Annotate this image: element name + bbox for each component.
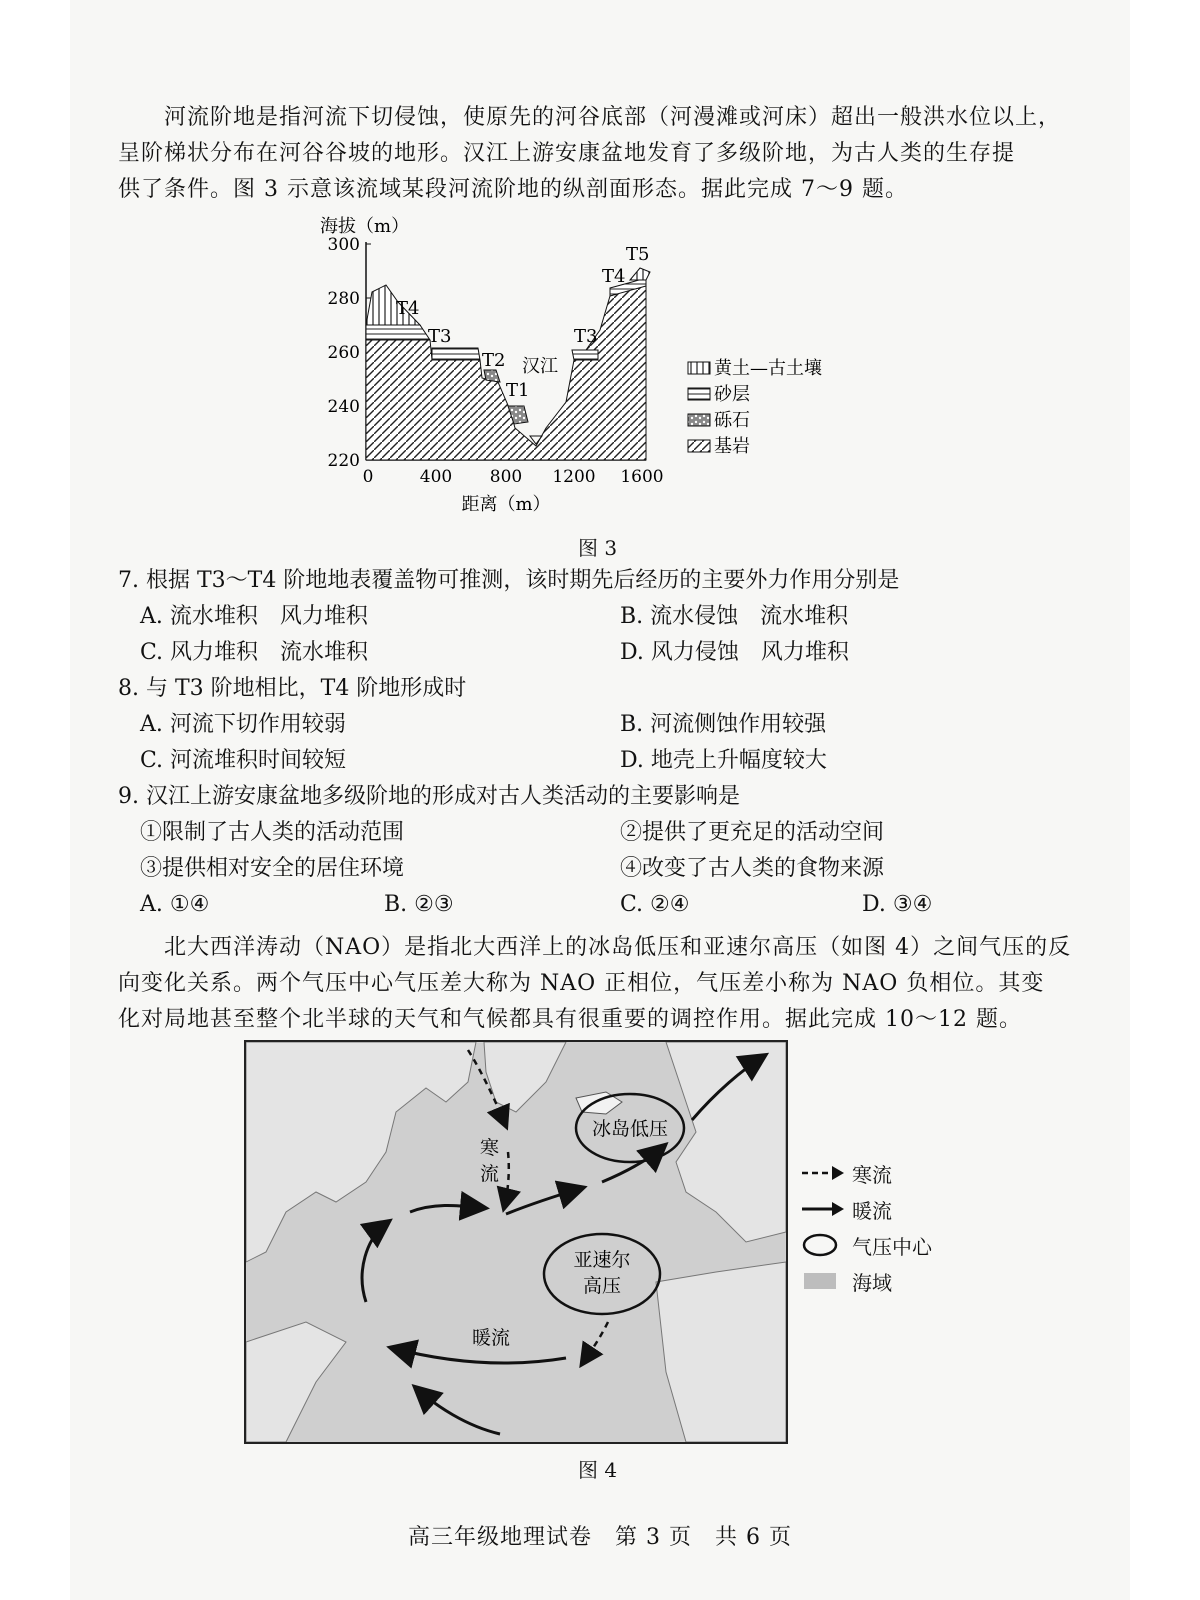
question-9-statement-4: ④改变了古人类的食物来源 bbox=[620, 856, 885, 881]
north-atlantic-map bbox=[244, 1040, 788, 1444]
legend-label: 气压中心 bbox=[852, 1234, 932, 1259]
x-tick: 0 bbox=[362, 467, 374, 487]
x-tick: 1600 bbox=[620, 467, 664, 487]
question-9-option-c[interactable]: C. ②④ bbox=[620, 892, 690, 917]
y-tick: 280 bbox=[327, 289, 360, 309]
legend-label: 砾石 bbox=[714, 410, 750, 431]
legend-label: 暖流 bbox=[852, 1198, 892, 1223]
page-footer: 高三年级地理试卷 第 3 页 共 6 页 bbox=[408, 1525, 792, 1550]
legend-row bbox=[800, 1227, 980, 1263]
intro-paragraph-2 bbox=[118, 930, 1078, 1038]
x-tick: 800 bbox=[489, 467, 523, 487]
warm-current-label: 暖流 bbox=[472, 1327, 511, 1349]
azores-high-label-line1: 亚速尔 bbox=[573, 1249, 631, 1271]
river-label: 汉江 bbox=[522, 356, 558, 377]
x-tick: 400 bbox=[419, 467, 453, 487]
legend-row bbox=[800, 1155, 980, 1191]
question-8-stem: 8. 与 T3 阶地相比，T4 阶地形成时 bbox=[118, 676, 467, 701]
legend-row bbox=[800, 1263, 980, 1299]
terrace-profile-figure bbox=[310, 210, 870, 530]
cold-current-label: 寒 bbox=[480, 1137, 500, 1159]
x-axis-label: 距离（m） bbox=[461, 494, 551, 515]
warm-current-arrow bbox=[602, 1146, 664, 1182]
azores-high-label-line2: 高压 bbox=[582, 1275, 622, 1297]
question-9-statement-3: ③提供相对安全的居住环境 bbox=[140, 856, 405, 881]
intro-line: 河流阶地是指河流下切侵蚀，使原先的河谷底部（河漫滩或河床）超出一般洪水位以上， bbox=[164, 105, 1062, 130]
pressure-center-symbol bbox=[800, 1233, 846, 1257]
y-tick: 300 bbox=[327, 235, 360, 255]
question-9-option-a[interactable]: A. ①④ bbox=[140, 892, 210, 917]
terrace-label: T1 bbox=[506, 380, 530, 401]
gravel-layer bbox=[484, 370, 500, 382]
sand-layer bbox=[432, 348, 480, 360]
terrace-label: T3 bbox=[574, 326, 598, 347]
intro-line: 向变化关系。两个气压中心气压差大称为 NAO 正相位，气压差小称为 NAO 负相位。其变 bbox=[118, 971, 1045, 996]
legend-label: 海域 bbox=[852, 1270, 892, 1295]
cold-current-arrow bbox=[504, 1152, 509, 1208]
x-ticks bbox=[363, 467, 664, 487]
figure4-legend bbox=[800, 1155, 980, 1299]
question-7-stem: 7. 根据 T3～T4 阶地地表覆盖物可推测，该时期先后经历的主要外力作用分别是 bbox=[118, 568, 900, 593]
cold-current-label: 流 bbox=[480, 1163, 500, 1185]
terrace-label: T2 bbox=[482, 350, 506, 371]
terrace-label: T4 bbox=[602, 266, 626, 287]
figure3-legend bbox=[688, 358, 822, 457]
africa-land bbox=[656, 1262, 786, 1442]
figure3-caption: 图 3 bbox=[578, 536, 618, 560]
warm-current-arrow bbox=[506, 1188, 582, 1214]
azores-high-center bbox=[544, 1234, 660, 1314]
terrace-label: T4 bbox=[396, 298, 420, 319]
question-7-option-c[interactable]: C. 风力堆积 流水堆积 bbox=[140, 640, 369, 665]
warm-current-arrow bbox=[416, 1388, 500, 1434]
question-8-option-b[interactable]: B. 河流侧蚀作用较强 bbox=[620, 712, 827, 737]
iceland-low-label: 冰岛低压 bbox=[591, 1118, 669, 1140]
y-tick: 220 bbox=[327, 451, 360, 471]
question-9-statement-1: ①限制了古人类的活动范围 bbox=[140, 820, 405, 845]
question-7-option-b[interactable]: B. 流水侵蚀 流水堆积 bbox=[620, 604, 849, 629]
x-tick: 1200 bbox=[552, 467, 596, 487]
question-8-option-d[interactable]: D. 地壳上升幅度较大 bbox=[620, 748, 827, 773]
intro-line: 北大西洋涛动（NAO）是指北大西洋上的冰岛低压和亚速尔高压（如图 4）之间气压的反 bbox=[164, 935, 1072, 960]
question-7-option-a[interactable]: A. 流水堆积 风力堆积 bbox=[140, 604, 368, 629]
intro-line: 化对局地甚至整个北半球的天气和气候都具有很重要的调控作用。据此完成 10～12 题。 bbox=[118, 1007, 1022, 1032]
legend-label: 砂层 bbox=[714, 384, 750, 405]
north-america-land bbox=[246, 1042, 476, 1262]
intro-line: 呈阶梯状分布在河谷谷坡的地形。汉江上游安康盆地发育了多级阶地，为古人类的生存提 bbox=[118, 141, 1016, 166]
question-8-option-a[interactable]: A. 河流下切作用较弱 bbox=[140, 712, 346, 737]
question-9-stem: 9. 汉江上游安康盆地多级阶地的形成对古人类活动的主要影响是 bbox=[118, 784, 740, 809]
legend-label: 基岩 bbox=[714, 436, 750, 457]
y-axis-label: 海拔（m） bbox=[320, 216, 410, 237]
sand-layer bbox=[572, 350, 598, 360]
question-7-option-d[interactable]: D. 风力侵蚀 风力堆积 bbox=[620, 640, 849, 665]
central-america-land bbox=[246, 1322, 346, 1442]
cold-current-symbol bbox=[800, 1161, 846, 1185]
y-tick: 240 bbox=[327, 397, 360, 417]
y-ticks bbox=[328, 235, 371, 471]
legend-label: 寒流 bbox=[852, 1162, 892, 1187]
warm-current-symbol bbox=[800, 1197, 846, 1221]
europe-land bbox=[666, 1042, 786, 1242]
terrace-label: T5 bbox=[626, 244, 650, 265]
sea-area-symbol bbox=[800, 1269, 846, 1293]
cold-current-arrow bbox=[582, 1322, 608, 1364]
question-9-option-b[interactable]: B. ②③ bbox=[384, 892, 454, 917]
loess-layer bbox=[630, 268, 650, 280]
question-9-option-d[interactable]: D. ③④ bbox=[862, 892, 933, 917]
legend-row bbox=[800, 1191, 980, 1227]
y-tick: 260 bbox=[327, 343, 360, 363]
figure4-caption: 图 4 bbox=[578, 1458, 618, 1482]
intro-line: 供了条件。图 3 示意该流域某段河流阶地的纵剖面形态。据此完成 7～9 题。 bbox=[118, 177, 908, 202]
intro-paragraph-1 bbox=[118, 100, 1078, 208]
sand-layer bbox=[366, 325, 430, 340]
question-9-statement-2: ②提供了更充足的活动空间 bbox=[620, 820, 885, 845]
terrace-label: T3 bbox=[428, 326, 452, 347]
warm-current-arrow bbox=[392, 1348, 566, 1363]
legend-label: 黄土—古土壤 bbox=[714, 358, 822, 379]
question-8-option-c[interactable]: C. 河流堆积时间较短 bbox=[140, 748, 347, 773]
warm-current-arrow bbox=[362, 1222, 388, 1302]
warm-current-arrow bbox=[410, 1206, 484, 1213]
